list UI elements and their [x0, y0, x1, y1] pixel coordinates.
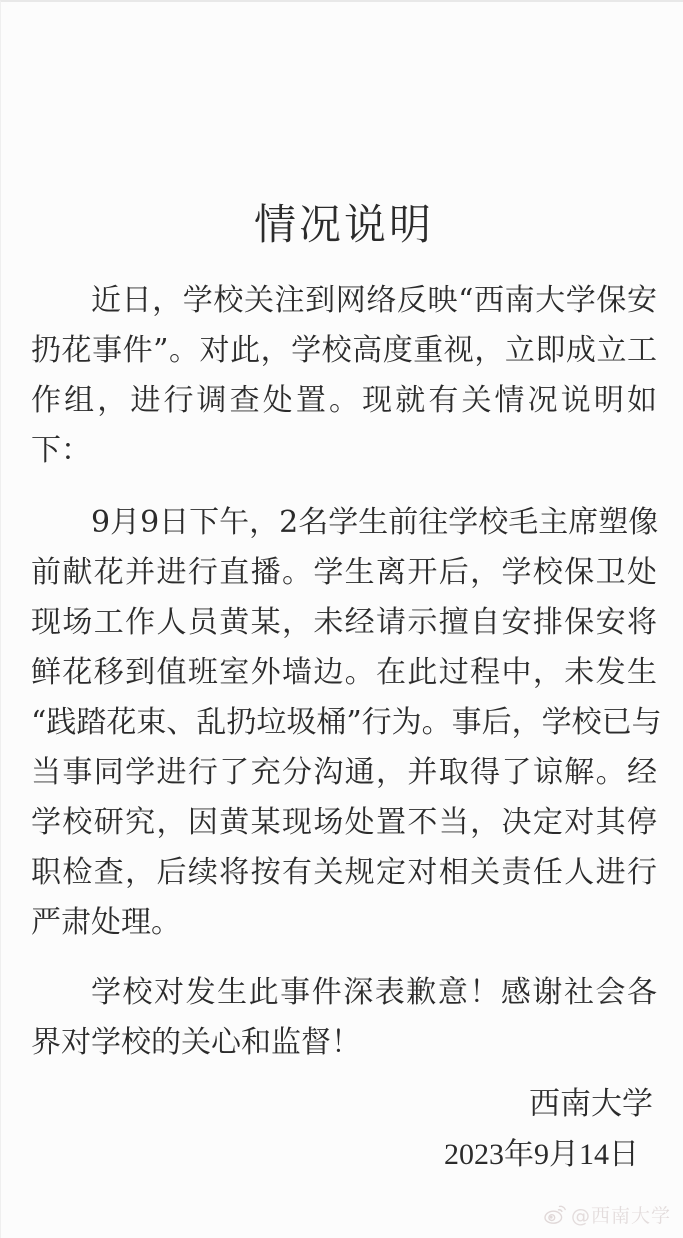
document-title: 情况说明: [253, 200, 434, 249]
text-line: 当事同学进行了充分沟通，并取得了谅解。经: [31, 755, 657, 790]
text-line: 鲜花移到值班室外墙边。在此过程中，未发生: [31, 655, 657, 690]
weibo-icon: [543, 1204, 567, 1226]
text-line: 9月9日下午，2名学生前往学校毛主席塑像: [91, 505, 659, 540]
watermark-text: @西南大学: [570, 1205, 671, 1227]
text-line: 作组，进行调查处置。现就有关情况说明如: [31, 383, 657, 418]
text-line: 近日，学校关注到网络反映“西南大学保安: [91, 283, 657, 318]
text-line: 现场工作人员黄某，未经请示擅自安排保安将: [31, 605, 657, 640]
paragraph-3: [31, 968, 657, 1068]
signature: 西南大学: [529, 1086, 653, 1122]
weibo-watermark: [543, 1201, 671, 1228]
text-line: “践踏花束、乱扔垃圾桶”行为。事后，学校已与: [31, 705, 662, 740]
document-date: 2023年9月14日: [444, 1138, 639, 1171]
paragraph-2: [31, 498, 662, 948]
text-line: 学校研究，因黄某现场处置不当，决定对其停: [31, 805, 657, 840]
text-line: 严肃处理。: [31, 905, 181, 940]
text-line: 扔花事件”。对此，学校高度重视，立即成立工: [31, 333, 657, 368]
paragraph-1: [31, 276, 657, 476]
text-line: 界对学校的关心和监督！: [31, 1025, 361, 1060]
text-line: 下：: [31, 433, 91, 468]
text-line: 前献花并进行直播。学生离开后，学校保卫处: [31, 555, 657, 590]
text-line: 学校对发生此事件深表歉意！感谢社会各: [91, 975, 657, 1010]
text-line: 职检查，后续将按有关规定对相关责任人进行: [31, 855, 657, 890]
